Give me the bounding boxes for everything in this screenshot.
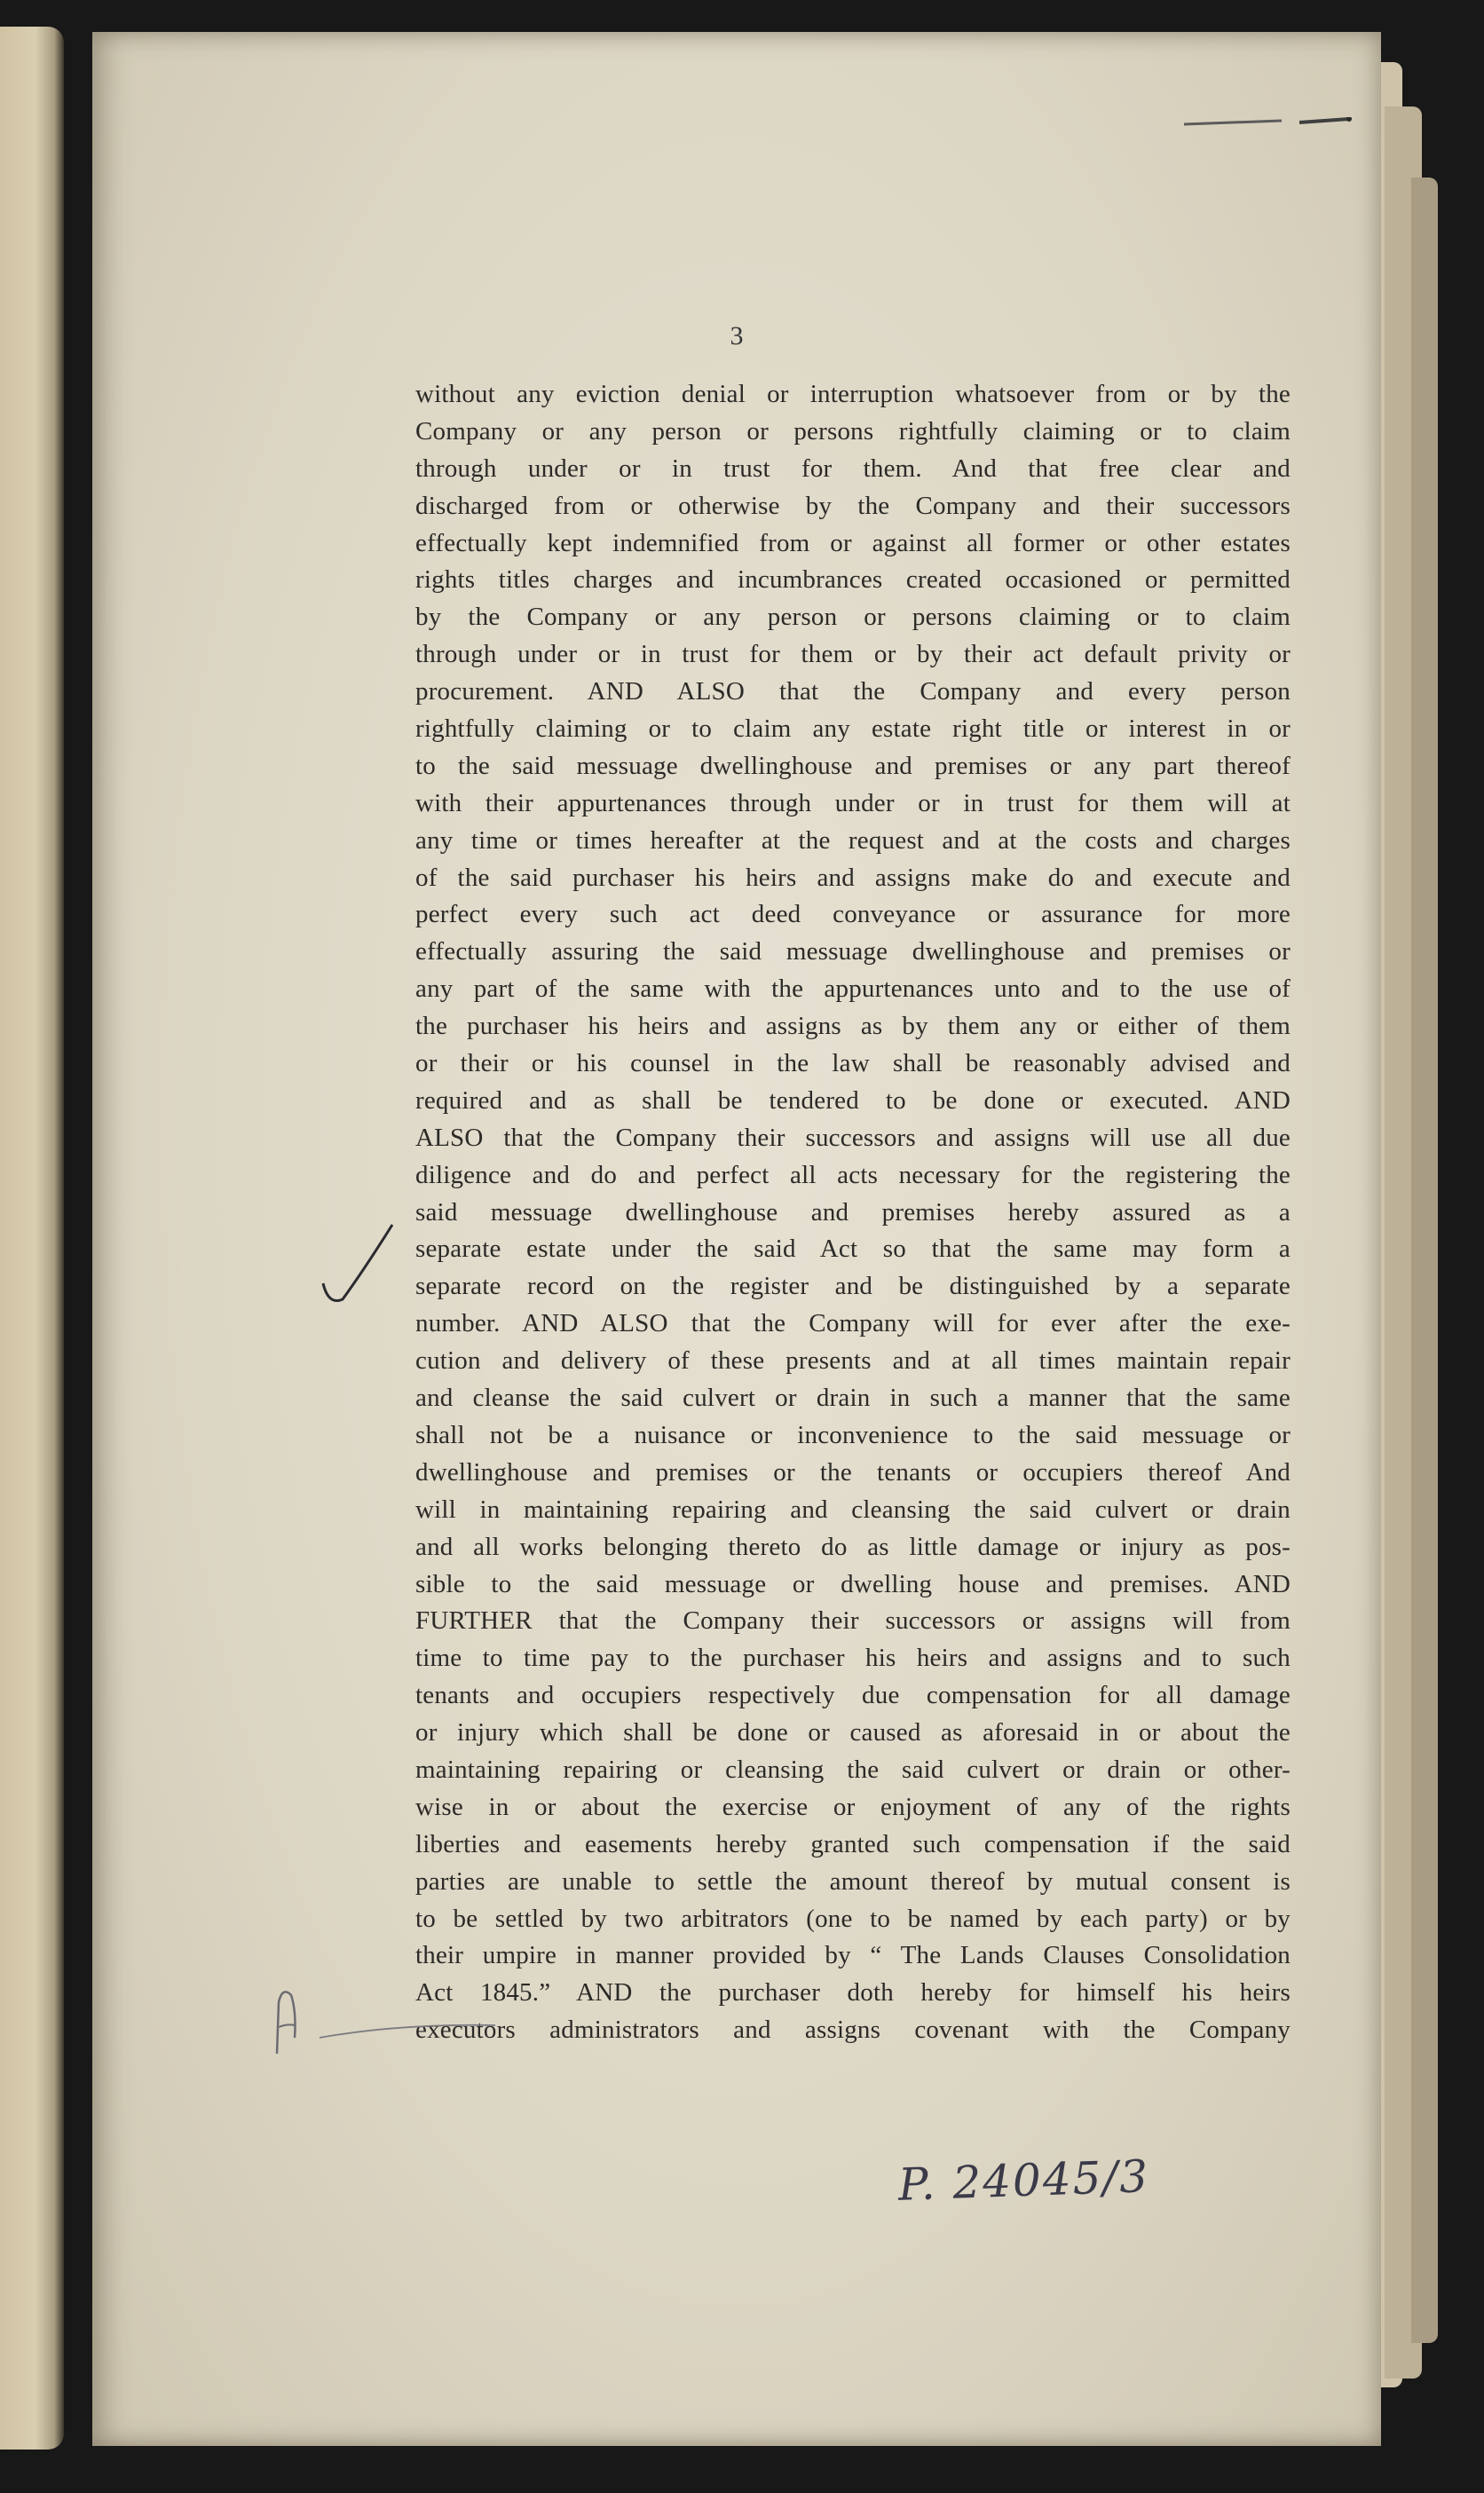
text-line: dwellinghouse and premises or the tenants or occupiers thereof And xyxy=(415,1457,1291,1487)
text-line: of the said purchaser his heirs and assigns make do and execute and xyxy=(415,863,1291,892)
text-line: number. AND ALSO that the Company will for ever after the exe- xyxy=(415,1309,1291,1338)
text-line: through under or in trust for them or by their act default privity or xyxy=(415,640,1291,669)
text-line: and cleanse the said culvert or drain in such a manner that the same xyxy=(415,1384,1291,1413)
text-line: with their appurtenances through under or in trust for them will at xyxy=(415,788,1291,817)
text-line: by the Company or any person or persons claiming or to claim xyxy=(415,603,1291,632)
text-line: tenants and occupiers respectively due compensation for all damage xyxy=(415,1681,1291,1710)
text-line: rights titles charges and incumbrances created occasioned or permitted xyxy=(415,565,1291,595)
text-line: required and as shall be tendered to be done or executed. AND xyxy=(415,1085,1291,1115)
text-line: and all works belonging thereto do as little damage or injury as pos- xyxy=(415,1532,1291,1561)
facing-page-edge xyxy=(0,27,64,2450)
text-line: Company or any person or persons rightfully claiming or to claim xyxy=(415,416,1291,446)
text-line: any part of the same with the appurtenances unto and to the use of xyxy=(415,974,1291,1004)
text-line: cution and delivery of these presents and at all times maintain repair xyxy=(415,1346,1291,1376)
document-page xyxy=(92,32,1381,2446)
text-line: any time or times hereafter at the request and at the costs and charges xyxy=(415,825,1291,855)
text-line: shall not be a nuisance or inconvenience to the said messuage or xyxy=(415,1420,1291,1449)
text-line: parties are unable to settle the amount thereof by mutual consent is xyxy=(415,1866,1291,1896)
text-line: FURTHER that the Company their successors or assigns will from xyxy=(415,1606,1291,1636)
page-stack-edge xyxy=(1411,178,1438,2343)
text-line: maintaining repairing or cleansing the said culvert or drain or other- xyxy=(415,1755,1291,1784)
text-line: to the said messuage dwellinghouse and premises or any part thereof xyxy=(415,751,1291,780)
text-line: the purchaser his heirs and assigns as by them any or either of them xyxy=(415,1012,1291,1041)
text-line: ALSO that the Company their successors and assigns will use all due xyxy=(415,1123,1291,1152)
text-line: discharged from or otherwise by the Company and their successors xyxy=(415,491,1291,520)
text-line: will in maintaining repairing and cleansing the said culvert or drain xyxy=(415,1495,1291,1524)
text-line: rightfully claiming or to claim any estate right title or interest in or xyxy=(415,714,1291,744)
text-line: effectually assuring the said messuage dwellinghouse and premises or xyxy=(415,937,1291,966)
text-line: procurement. AND ALSO that the Company and every person xyxy=(415,677,1291,706)
text-line: diligence and do and perfect all acts necessary for the registering the xyxy=(415,1160,1291,1189)
checkmark-icon xyxy=(320,1221,399,1310)
text-line: to be settled by two arbitrators (one to be named by each party) or by xyxy=(415,1904,1291,1933)
text-line: effectually kept indemnified from or against all former or other estates xyxy=(415,528,1291,557)
text-line: separate estate under the said Act so that the same may form a xyxy=(415,1235,1291,1264)
body-text xyxy=(415,376,1291,2049)
text-line: Act 1845.” AND the purchaser doth hereby for himself his heirs xyxy=(415,1978,1291,2008)
text-line: their umpire in manner provided by “ The Lands Clauses Consolidation xyxy=(415,1941,1291,1970)
text-line: liberties and easements hereby granted such compensation if the said xyxy=(415,1829,1291,1858)
text-line: said messuage dwellinghouse and premises hereby assured as a xyxy=(415,1197,1291,1227)
text-line: separate record on the register and be distinguished by a separate xyxy=(415,1272,1291,1301)
pencil-mark-icon xyxy=(266,1984,497,2055)
text-line: through under or in trust for them. And that free clear and xyxy=(415,454,1291,483)
text-line: or injury which shall be done or caused as aforesaid in or about the xyxy=(415,1718,1291,1747)
text-line: sible to the said messuage or dwelling house and premises. AND xyxy=(415,1569,1291,1598)
pin-icon xyxy=(1184,117,1353,126)
page-number: 3 xyxy=(730,321,744,351)
text-line: executors administrators and assigns covenant with the Company xyxy=(415,2016,1291,2045)
handwritten-reference: P. 24045/3 xyxy=(897,2150,1150,2211)
text-line: without any eviction denial or interruption whatsoever from or by the xyxy=(415,380,1291,408)
text-line: time to time pay to the purchaser his heirs and assigns and to such xyxy=(415,1644,1291,1673)
text-line: perfect every such act deed conveyance or assurance for more xyxy=(415,900,1291,929)
text-line: wise in or about the exercise or enjoyment of any of the rights xyxy=(415,1792,1291,1821)
text-line: or their or his counsel in the law shall be reasonably advised and xyxy=(415,1049,1291,1078)
